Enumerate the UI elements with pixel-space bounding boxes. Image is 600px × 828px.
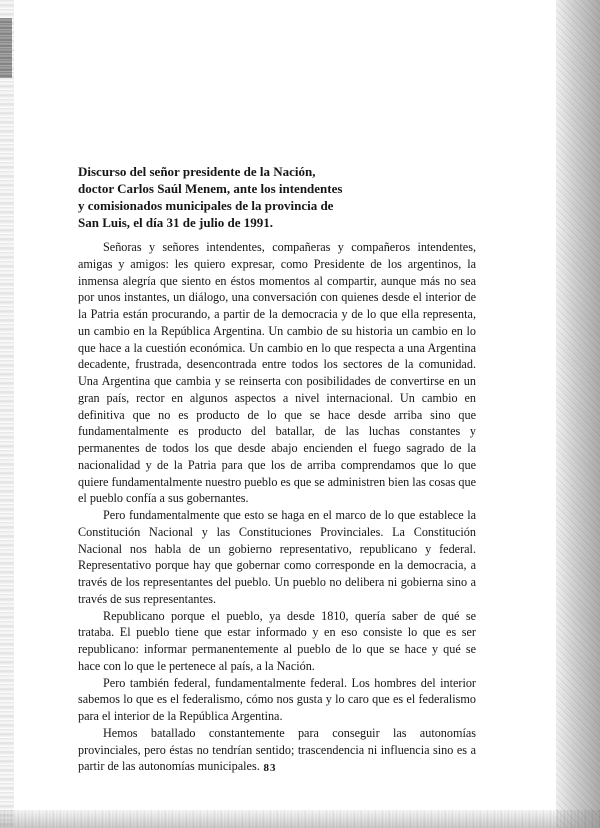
scan-right-edge	[556, 0, 600, 828]
scan-binding-mark	[0, 18, 12, 78]
page-number: 83	[263, 762, 277, 774]
title-line: doctor Carlos Saúl Menem, ante los intendentes	[78, 181, 343, 196]
paragraph: Hemos batallado constantemente para conseguir las autonomías provinciales, pero éstas no tendrían sentido; trascendencia ni influencia sino es a partir de las autonomías municipales.	[78, 725, 476, 774]
paragraph: Pero también federal, fundamentalmente federal. Los hombres del interior sabemos lo que es el federalismo, cómo nos gusta y lo caro que es el federalismo para el interior de la República Argentina.	[78, 675, 476, 723]
speech-title	[78, 163, 378, 231]
title-line: y comisionados municipales de la provincia de	[78, 198, 334, 213]
title-line: San Luis, el día 31 de julio de 1991.	[78, 215, 274, 230]
paragraph: Republicano porque el pueblo, ya desde 1810, quería saber de qué se trataba. El pueblo tiene que estar informado y en eso consiste lo que es ser republicano: informar permanentemente al pueblo de lo que se hace y qué se hace con lo que le pertenece al país, a la Nación.	[78, 608, 476, 673]
scan-bottom-edge	[0, 810, 600, 828]
scan-left-edge	[0, 0, 14, 828]
paragraph: Señoras y señores intendentes, compañeras y compañeros intendentes, amigas y amigos: les quiero expresar, como Presidente de los argentinos, la inmensa alegría que siento en éstos momentos al compartir, aunque más no sea por unos instantes, un diálogo, una conversación con quienes desde el interior de la Patria están procurando, a partir de la democracia y de lo que ella representa, un cambio en la República Argentina. Un cambio de su historia un cambio en lo que hace a la cuestión económica. Un cambio en lo que respecta a una Argentina decadente, frustrada, desencontrada entre todos los sectores de la comunidad. Una Argentina que cambia y se reinserta con posibilidades de convertirse en un gran país, rector en algunos aspectos a nivel internacional. Un cambio en definitiva que no es producto de lo que se hace desde arriba sino que fundamentalmente es producto del batallar, de las luchas constantes y permanentes de todos los que desde abajo encienden el fuego sagrado de la nacionalidad y de la Patria para que los de arriba comprendamos que lo que quiere fundamentalmente nuestro pueblo es que se administren bien las cosas que el pueblo confía a sus gobernantes.	[78, 240, 476, 506]
paragraph: Pero fundamentalmente que esto se haga en el marco de lo que establece la Constitución Nacional y las Constituciones Provinciales. La Constitución Nacional nos habla de un gobierno representativo, republicano y federal. Representativo porque hay que gobernar como corresponde en la democracia, a través de los representantes del pueblo. Un pueblo no delibera ni gobierna sino a través de sus representantes.	[78, 508, 476, 606]
title-line: Discurso del señor presidente de la Nación,	[78, 164, 316, 179]
speech-body	[78, 239, 476, 775]
